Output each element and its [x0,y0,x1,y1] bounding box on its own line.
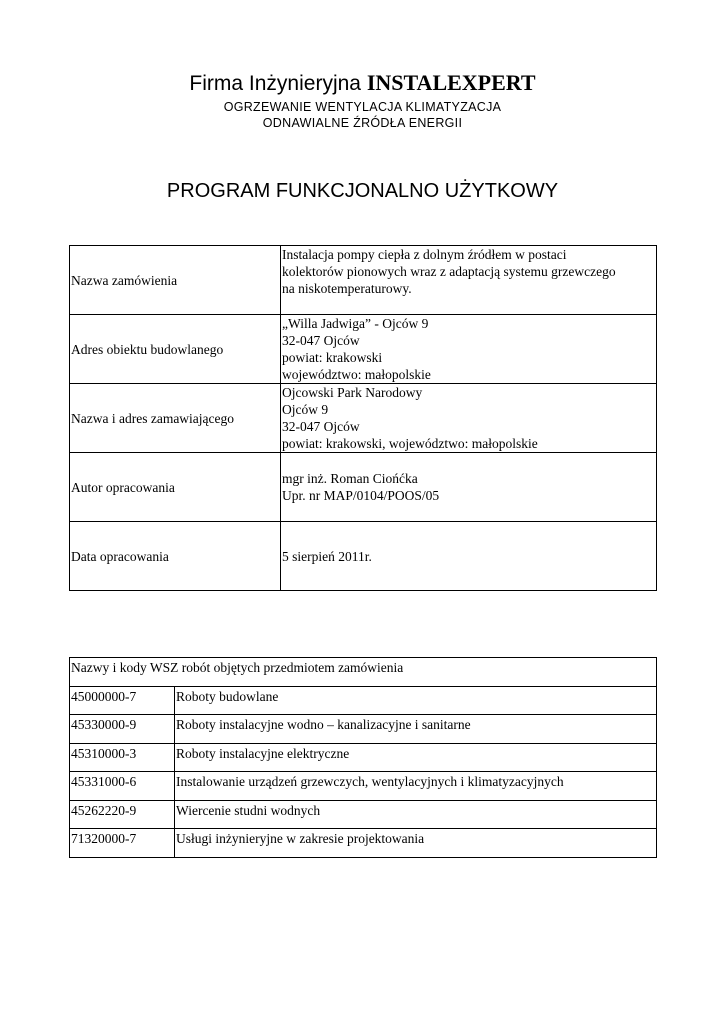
info-label: Nazwa zamówienia [70,246,281,315]
company-services-line-2: ODNAWIALNE ŹRÓDŁA ENERGII [262,116,463,130]
info-row-order-name [70,246,657,315]
cpv-code: 45262220-9 [70,800,175,829]
cpv-code: 45330000-9 [70,715,175,744]
info-label: Nazwa i adres zamawiającego [70,384,281,453]
cpv-description: Instalowanie urządzeń grzewczych, wentylacyjnych i klimatyzacyjnych [175,772,657,801]
info-row-date [70,522,657,591]
info-value-line: 32-047 Ojców [282,333,360,348]
info-value [281,522,657,591]
table-row [70,743,657,772]
table-row [70,800,657,829]
company-brand: INSTALEXPERT [366,70,536,95]
document-title: PROGRAM FUNKCJONALNO UŻYTKOWY [166,180,559,202]
info-value-line: „Willa Jadwiga” - Ojców 9 [282,316,429,331]
cpv-code: 45331000-6 [70,772,175,801]
info-label: Data opracowania [70,522,281,591]
info-value [281,246,657,315]
cpv-description: Roboty instalacyjne elektryczne [175,743,657,772]
info-label: Adres obiektu budowlanego [70,315,281,384]
info-value-line: mgr inż. Roman Ciońćka [282,471,418,486]
info-value-line: Upr. nr MAP/0104/POOS/05 [282,488,440,503]
project-info-table [69,245,657,591]
info-value-line: powiat: krakowski [282,350,383,365]
info-value-line: kolektorów pionowych wraz z adaptacją systemu grzewczego [282,264,616,279]
info-row-client [70,384,657,453]
cpv-description: Roboty instalacyjne wodno – kanalizacyjne i sanitarne [175,715,657,744]
info-value-line: na niskotemperaturowy. [282,281,412,296]
cpv-description: Wiercenie studni wodnych [175,800,657,829]
info-value-line: Instalacja pompy ciepła z dolnym źródłem w postaci [282,247,567,262]
info-value-line: Ojcowski Park Narodowy [282,385,423,400]
cpv-code: 45000000-7 [70,686,175,715]
info-value-line: województwo: małopolskie [282,367,431,382]
codes-header-row [70,658,657,687]
company-name-prefix: Firma Inżynieryjna [189,72,361,95]
info-label: Autor opracowania [70,453,281,522]
cpv-codes-table [69,657,657,858]
info-value [281,453,657,522]
info-value-line: powiat: krakowski, województwo: małopolskie [282,436,538,451]
info-value-line: 32-047 Ojców [282,419,360,434]
company-header [0,68,725,131]
table-row [70,686,657,715]
company-name [0,68,725,99]
cpv-code: 45310000-3 [70,743,175,772]
table-row [70,715,657,744]
cpv-description: Usługi inżynieryjne w zakresie projektowania [175,829,657,858]
table-row [70,829,657,858]
cpv-description: Roboty budowlane [175,686,657,715]
codes-header: Nazwy i kody WSZ robót objętych przedmiotem zamówienia [70,658,657,687]
info-row-author [70,453,657,522]
info-value [281,315,657,384]
cpv-code: 71320000-7 [70,829,175,858]
info-row-site-address [70,315,657,384]
company-services-line-1: OGRZEWANIE WENTYLACJA KLIMATYZACJA [223,100,502,114]
info-value-line: 5 sierpień 2011r. [282,548,372,564]
info-value [281,384,657,453]
info-value-line: Ojców 9 [282,402,329,417]
table-row [70,772,657,801]
